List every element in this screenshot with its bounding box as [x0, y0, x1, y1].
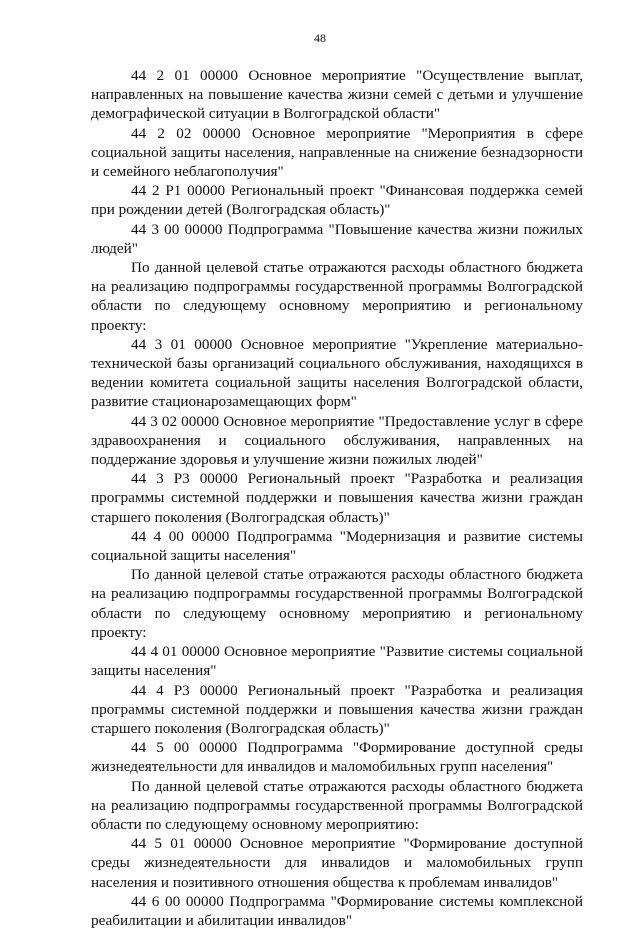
document-body	[91, 66, 583, 930]
paragraph-44-2-01: 44 2 01 00000 Основное мероприятие "Осуществление выплат, направленных на повышение качества жизни семей с детьми и улучшение демографической ситуации в Волгоградской области"	[91, 67, 583, 123]
paragraph-44-5-01: 44 5 01 00000 Основное мероприятие "Формирование доступной среды жизнедеятельности для инвалидов и маломобильных групп населения и позитивного отношения общества к проблемам инвалидов"	[91, 835, 583, 891]
paragraph-44-5-00: 44 5 00 00000 Подпрограмма "Формирование доступной среды жизнедеятельности для инвалидов и маломобильных групп населения"	[91, 739, 583, 776]
paragraph-44-4-01: 44 4 01 00000 Основное мероприятие "Развитие системы социальной защиты населения"	[91, 643, 583, 680]
page-number: 48	[314, 31, 326, 45]
paragraph-description-44-3: По данной целевой статье отражаются расходы областного бюджета на реализацию подпрограммы государственной программы Волгоградской области по следующему основному мероприятию и региональному проекту:	[91, 259, 583, 334]
paragraph-44-3-02: 44 3 02 00000 Основное мероприятие "Предоставление услуг в сфере здравоохранения и социального обслуживания, направленных на поддержание здоровья и улучшение жизни пожилых людей"	[91, 412, 583, 469]
paragraph-44-4-p3: 44 4 P3 00000 Региональный проект "Разработка и реализация программы системной поддержки и повышения качества жизни граждан старшего поколения (Волгоградская область)"	[91, 681, 583, 737]
paragraph-44-3-00: 44 3 00 00000 Подпрограмма "Повышение качества жизни пожилых людей"	[91, 220, 583, 257]
paragraph-44-3-p3: 44 3 P3 00000 Региональный проект "Разработка и реализация программы системной поддержки и повышения качества жизни граждан старшего поколения (Волгоградская область)"	[91, 470, 583, 526]
paragraph-44-4-00: 44 4 00 00000 Подпрограмма "Модернизация и развитие системы социальной защиты населения"	[91, 527, 583, 565]
paragraph-44-3-01: 44 3 01 00000 Основное мероприятие "Укрепление материально-технической базы организаций социального обслуживания, находящихся в ведении комитета социальной защиты населения Волгоградской области, развитие стационарозамещающих форм"	[91, 335, 583, 411]
paragraph-44-2-02: 44 2 02 00000 Основное мероприятие "Мероприятия в сфере социальной защиты населения, направленные на снижение безнадзорности и семейного неблагополучия"	[91, 124, 583, 181]
paragraph-44-6-00: 44 6 00 00000 Подпрограмма "Формирование системы комплексной реабилитации и абилитации инвалидов"	[91, 892, 583, 929]
paragraph-description-44-4: По данной целевой статье отражаются расходы областного бюджета на реализацию подпрограммы государственной программы Волгоградской области по следующему основному мероприятию и региональному проекту:	[91, 566, 583, 641]
paragraph-44-2-p1: 44 2 P1 00000 Региональный проект "Финансовая поддержка семей при рождении детей (Волгоградская область)"	[91, 182, 583, 219]
paragraph-description-44-5: По данной целевой статье отражаются расходы областного бюджета на реализацию подпрограммы государственной программы Волгоградской области по следующему основному мероприятию:	[91, 777, 583, 833]
